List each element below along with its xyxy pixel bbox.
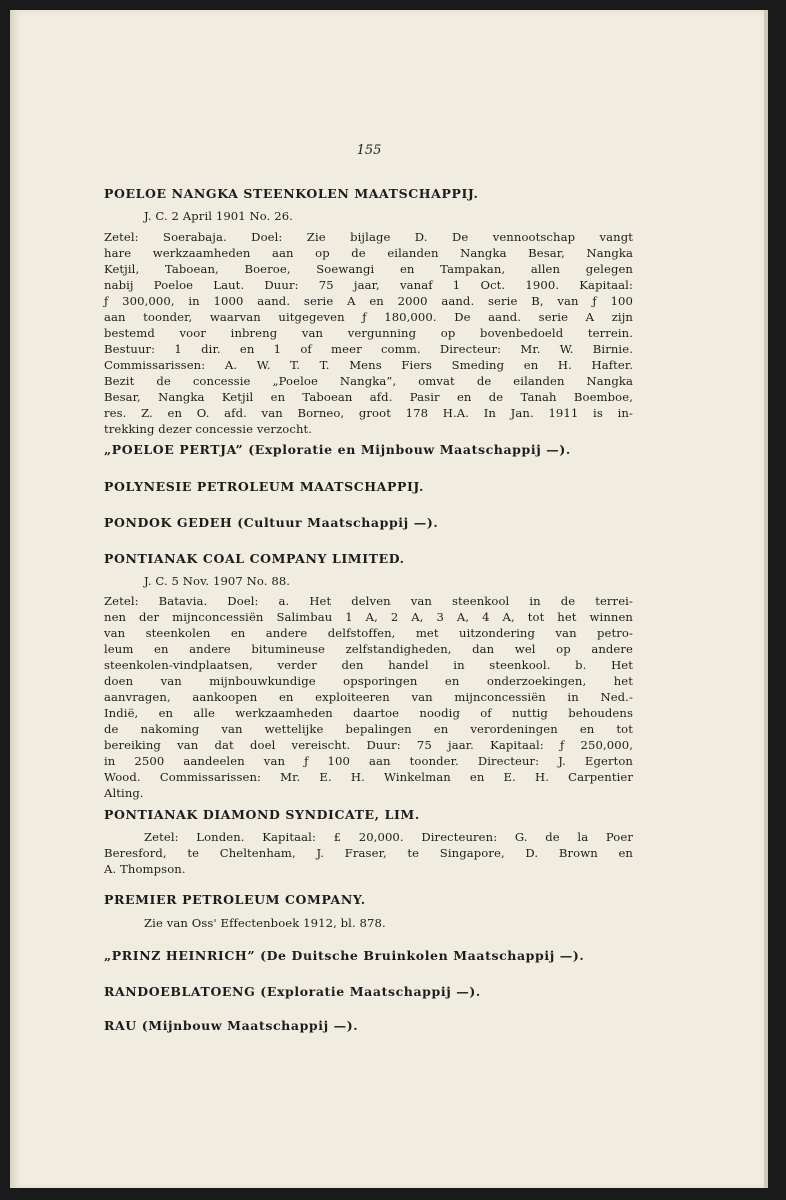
entry-line: Alting. xyxy=(104,786,144,800)
page-number: 155 xyxy=(356,143,382,158)
entry-line: doen van mijnbouwkundige opsporingen en onderzoekingen, het xyxy=(104,674,633,688)
entry-jc: J. C. 5 Nov. 1907 No. 88. xyxy=(144,574,291,588)
entry-line: res. Z. en O. afd. van Borneo, groot 178 H.A. In Jan. 1911 is in- xyxy=(104,406,633,420)
entry-line: Zetel: Londen. Kapitaal: £ 20,000. Directeuren: G. de la Poer xyxy=(144,830,633,844)
entry-line: de nakoming van wettelijke bepalingen en verordeningen en tot xyxy=(104,722,633,736)
entry-line: bereiking van dat doel vereischt. Duur: 75 jaar. Kapitaal: ƒ 250,000, xyxy=(104,738,633,752)
entry-line: hare werkzaamheden aan op de eilanden Nangka Besar, Nangka xyxy=(104,246,633,260)
entry-jc: J. C. 2 April 1901 No. 26. xyxy=(144,209,293,223)
entry-line: in 2500 aandeelen van ƒ 100 aan toonder. Directeur: J. Egerton xyxy=(104,754,633,768)
entry-line: Besar, Nangka Ketjil en Taboean afd. Pasir en de Tanah Boemboe, xyxy=(104,390,633,404)
page-edge xyxy=(764,10,768,1188)
entry-line: Commissarissen: A. W. T. T. Mens Fiers Smeding en H. Hafter. xyxy=(104,358,633,372)
entry-line: Ketjil, Taboean, Boeroe, Soewangi en Tampakan, allen gelegen xyxy=(104,262,633,276)
entry-line: A. Thompson. xyxy=(104,862,186,876)
entry-line: Zetel: Soerabaja. Doel: Zie bijlage D. De vennootschap vangt xyxy=(104,230,633,244)
book-page xyxy=(10,10,768,1188)
entry-line: Indië, en alle werkzaamheden daartoe noodig of nuttig behoudens xyxy=(104,706,633,720)
entry-line: nabij Poeloe Laut. Duur: 75 jaar, vanaf 1 Oct. 1900. Kapitaal: xyxy=(104,278,633,292)
entry-line: aan toonder, waarvan uitgegeven ƒ 180,000. De aand. serie A zijn xyxy=(104,310,633,324)
entry-line: aanvragen, aankoopen en exploiteeren van mijnconcessiën in Ned.- xyxy=(104,690,633,704)
entry-heading: RAU (Mijnbouw Maatschappij —). xyxy=(104,1018,359,1033)
entry-line: Bezit de concessie „Poeloe Nangka”, omvat de eilanden Nangka xyxy=(104,374,633,388)
entry-heading: POELOE NANGKA STEENKOLEN MAATSCHAPPIJ. xyxy=(104,186,479,201)
entry-line: Bestuur: 1 dir. en 1 of meer comm. Directeur: Mr. W. Birnie. xyxy=(104,342,633,356)
entry-heading: PONDOK GEDEH (Cultuur Maatschappij —). xyxy=(104,515,439,530)
entry-heading: POLYNESIE PETROLEUM MAATSCHAPPIJ. xyxy=(104,479,424,494)
entry-heading: PONTIANAK DIAMOND SYNDICATE, LIM. xyxy=(104,807,420,822)
entry-line: Zie van Oss' Effectenboek 1912, bl. 878. xyxy=(144,916,386,930)
entry-line: leum en andere bitumineuse zelfstandigheden, dan wel op andere xyxy=(104,642,633,656)
entry-line: Beresford, te Cheltenham, J. Fraser, te Singapore, D. Brown en xyxy=(104,846,633,860)
entry-heading: „PRINZ HEINRICH” (De Duitsche Bruinkolen Maatschappij —). xyxy=(104,948,585,963)
entry-line: bestemd voor inbreng van vergunning op bovenbedoeld terrein. xyxy=(104,326,633,340)
entry-line: nen der mijnconcessiën Salimbau 1 A, 2 A, 3 A, 4 A, tot het winnen xyxy=(104,610,633,624)
page-spine-shadow xyxy=(10,10,18,1188)
entry-line: van steenkolen en andere delfstoffen, met uitzondering van petro- xyxy=(104,626,633,640)
entry-heading: RANDOEBLATOENG (Exploratie Maatschappij —). xyxy=(104,984,481,999)
entry-line: trekking dezer concessie verzocht. xyxy=(104,422,313,436)
entry-heading: PREMIER PETROLEUM COMPANY. xyxy=(104,892,366,907)
entry-heading: PONTIANAK COAL COMPANY LIMITED. xyxy=(104,551,405,566)
entry-line: ƒ 300,000, in 1000 aand. serie A en 2000 aand. serie B, van ƒ 100 xyxy=(104,294,633,308)
entry-heading: „POELOE PERTJA” (Exploratie en Mijnbouw Maatschappij —). xyxy=(104,442,571,457)
entry-line: steenkolen-vindplaatsen, verder den handel in steenkool. b. Het xyxy=(104,658,633,672)
entry-line: Wood. Commissarissen: Mr. E. H. Winkelman en E. H. Carpentier xyxy=(104,770,633,784)
entry-line: Zetel: Batavia. Doel: a. Het delven van steenkool in de terrei- xyxy=(104,594,633,608)
